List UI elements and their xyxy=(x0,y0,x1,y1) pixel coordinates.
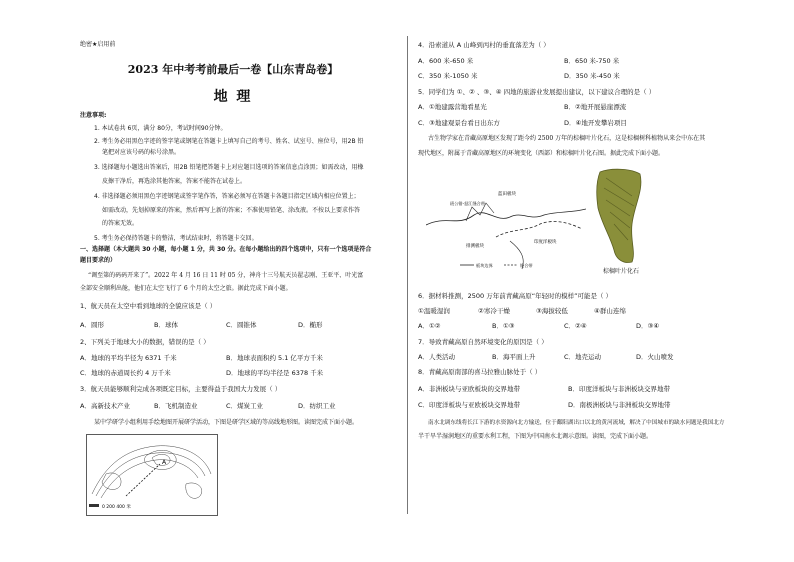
q5-option-b: B．②地开展悬崖漂流 xyxy=(564,103,627,111)
note-line: 皮擦干净后，再选涂其他答案，答案不能答在试卷上。 xyxy=(102,178,247,185)
notes-heading: 注意事项: xyxy=(80,112,107,119)
suture-line xyxy=(496,222,582,237)
q4-option-d: D．350 米-450 米 xyxy=(564,72,620,80)
passage-3-cont: 现代地区，附属于青藏高原地区的环境变化（西部）和棕榈叶片化石图。据此完成下面小题。 xyxy=(418,150,665,157)
q5-option-d: D．④地开发攀岩项目 xyxy=(564,119,627,127)
q2-option-b: B．地球表面积约 5.1 亿平方千米 xyxy=(226,354,323,362)
note-line: 5. 考生务必保持答题卡的整洁，考试结束时，将答题卡交回。 xyxy=(94,235,258,242)
passage-4-cont: 半干旱半湿润地区的重要水利工程，下图为中国南水北调示意图。读图，完成下面小题。 xyxy=(418,433,653,440)
q1-option-b: B．球体 xyxy=(154,321,178,329)
note-line: 的答案无效。 xyxy=(102,220,139,227)
passage-3: 古生物学家在青藏高原地区发现了距今约 2500 万年的棕榈叶片化石，这是棕榈树科植物从来会中东在其 xyxy=(428,135,706,142)
q4-option-a: A．600 米-650 米 xyxy=(418,57,474,65)
plate-map xyxy=(426,185,586,277)
q6-option-c: C．②④ xyxy=(564,322,587,330)
q7-stem: 7．导致青藏高原自然环境变化的原因是（ ） xyxy=(418,338,548,346)
fossil-caption: 棕榈叶片化石 xyxy=(603,268,640,275)
subject-title: 地 理 xyxy=(213,89,253,105)
boundary-line xyxy=(426,209,586,225)
q3-option-d: D．纺织工业 xyxy=(298,402,336,410)
note-line: 如需改动，先划掉原来的答案，然后再写上新的答案；不准使用铅笔、涂改液。不按以上要求作答 xyxy=(102,207,361,214)
note-line: 2. 考生务必用黑色字迹的签字笔或钢笔在答题卡上填写自己的考号、姓名、试室号、座位号，用2B 铅 xyxy=(94,138,364,145)
note-line: 3. 选择题每小题选出答案后，用2B 铅笔把答题卡上对应题目选项的答案信息点涂黑；如需改动，用橡 xyxy=(94,164,364,171)
q8-option-a: A．非洲板块与亚欧板块的交界地带 xyxy=(418,385,520,393)
q6-choice-3: ③海拔较低 xyxy=(536,307,568,315)
paper-title: 2023 年中考考前最后一卷【山东青岛卷】 xyxy=(127,63,339,76)
q5-option-a: A．①地建露营地看星光 xyxy=(418,103,487,111)
q8-option-d: D．南极洲板块与非洲板块交界地带 xyxy=(568,401,671,409)
q8-option-c: C．印度洋板块与亚欧板块交界地带 xyxy=(418,401,521,409)
q2-stem: 2、下列关于地球大小的数据，错误的是（ ） xyxy=(80,338,210,346)
passage-4: 南水北调东线将长江下游的水资源向北方输送，位于鄱阳湖出口以北的黄河流域，解决了中国城市的缺水问题是我国北方 xyxy=(428,420,725,426)
fossil-shape xyxy=(597,169,641,262)
legend-suture: 缝合带 xyxy=(520,263,533,268)
q6-choice-1: ①温暖湿润 xyxy=(418,307,450,315)
peak-label-a: A xyxy=(162,459,167,466)
column-divider xyxy=(407,36,408,514)
q2-option-d: D．地球的平均半径是 6378 千米 xyxy=(226,369,324,377)
q4-option-c: C．350 米-1050 米 xyxy=(418,72,478,80)
q6-option-a: A．①② xyxy=(418,322,441,330)
q5-stem: 5．同学们为 ①、② 、③、④ 四地的旅游业发展提出建议，以下建议合理的是（ ） xyxy=(418,88,656,96)
q3-stem: 3．航天员能够顺利完成各项既定目标，主要得益于我国大力发展（ ） xyxy=(80,385,282,393)
q8-option-b: B．印度洋板块与非洲板块交界地带 xyxy=(568,385,670,393)
contour-map xyxy=(86,434,218,516)
passage-1-cont: 全部安全顺利出舱，他们在太空飞行了 6 个月的太空之旅。据此完成下面小题。 xyxy=(80,285,292,292)
note-line: 笔把对应该号码的标号涂黑。 xyxy=(102,149,181,156)
passage-1: “调至第的码码开来了”。2022 年 4 月 16 日 11 时 05 分，神舟十三号航天员翟志刚、王亚平、叶光富 xyxy=(88,272,364,279)
q7-option-c: C．地壳运动 xyxy=(564,353,602,361)
q7-option-d: D．火山喷发 xyxy=(636,353,674,361)
note-line: 4. 非选择题必须用黑色字迹钢笔或签字笔作答，答案必须写在答题卡各题目指定区域内相应位置上； xyxy=(94,193,360,200)
section-heading-cont: 题目要求的） xyxy=(80,257,117,264)
q6-choice-4: ④群山连绵 xyxy=(594,307,626,315)
passage-2: 某中学研学小组利用手绘地图开展研学活动，下图是研学区域的等高线地形图。读图完成下面小题。 xyxy=(94,419,359,426)
q6-stem: 6．据材料推测，2500 万年前青藏高原“年轻时的模样”可能是（ ） xyxy=(418,292,613,300)
q1-stem: 1、航天员在太空中看到地球的全貌应该是（ ） xyxy=(80,302,217,310)
q7-option-b: B．海平面上升 xyxy=(492,353,536,361)
q6-option-b: B．①③ xyxy=(492,322,515,330)
q2-option-c: C．地球的赤道周长约 4 万千米 xyxy=(80,369,171,377)
section-heading: 一、选择题（本大题共 30 小题，每小题 1 分，共 30 分。在每小题给出的四个选项中，只有一个选项是符合 xyxy=(80,246,372,253)
secret-mark: 绝密★启用前 xyxy=(80,41,116,48)
q1-option-d: D．椭形 xyxy=(298,321,323,329)
q7-option-a: A．人类活动 xyxy=(418,353,455,361)
note-line: 1. 本试卷共 6页，满分 80分，考试时间90分钟。 xyxy=(94,125,227,132)
legend-boundary: 板块边界 xyxy=(476,263,493,268)
q8-stem: 8．青藏高原南部的喜马拉雅山脉处于（ ） xyxy=(418,368,542,376)
scale-text: 0 200 400 米 xyxy=(102,505,131,510)
q5-option-c: C．③地建观景台看日出东方 xyxy=(418,119,500,127)
q6-choice-2: ②寒冷干燥 xyxy=(478,307,510,315)
label-paice: 排测板块 xyxy=(466,244,484,249)
label-indian-plate: 印度洋板块 xyxy=(534,240,557,245)
q3-option-a: A．高新技术产业 xyxy=(80,402,130,410)
q3-option-b: B．飞机制造业 xyxy=(154,402,198,410)
palm-fossil-image xyxy=(592,166,648,266)
q4-stem: 4．沿索道从 A 山峰到丙村的垂直落差为（ ） xyxy=(418,41,550,49)
q1-option-c: C．圆锥体 xyxy=(226,321,257,329)
q2-option-a: A．地球的平均半径为 6371 千米 xyxy=(80,354,177,362)
label-suture: 班公错-怒江缝合带 xyxy=(450,201,486,206)
q4-option-b: B．650 米-750 米 xyxy=(564,57,620,65)
q1-option-a: A．圆形 xyxy=(80,321,104,329)
q6-option-d: D．③④ xyxy=(636,322,660,330)
scale-bar xyxy=(89,504,99,507)
label-lantian: 蓝田板块 xyxy=(498,192,516,197)
q3-option-c: C．煤炭工业 xyxy=(226,402,264,410)
